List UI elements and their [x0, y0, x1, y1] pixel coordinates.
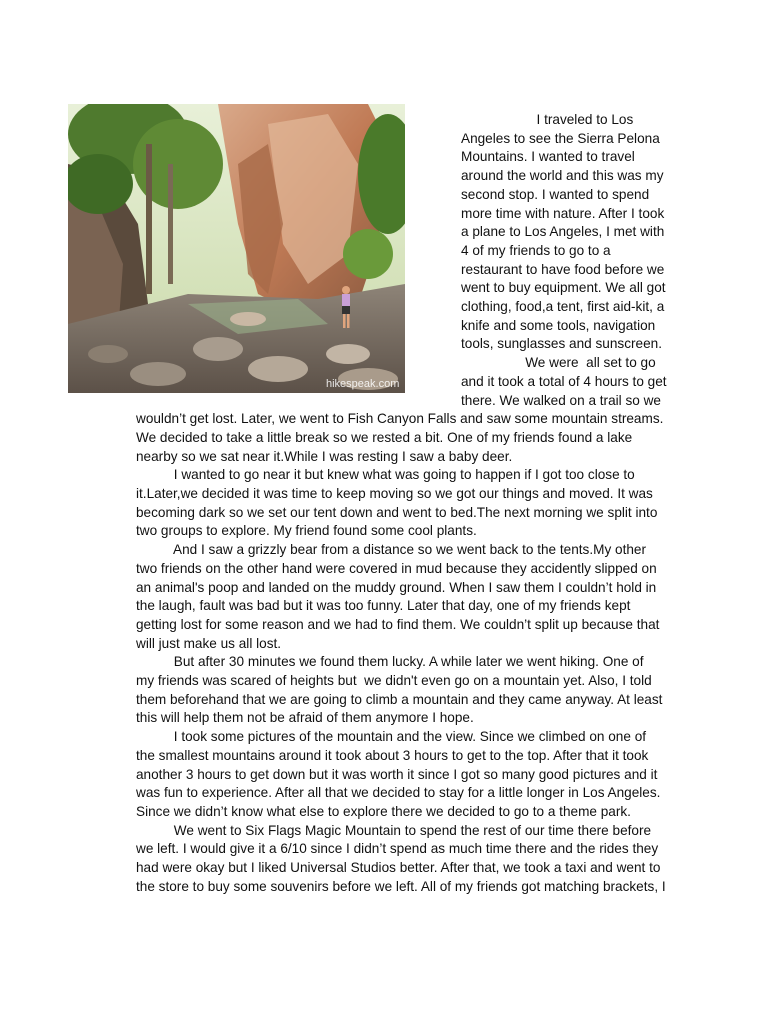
text-line: the laugh, fault was bad but it was too funny. Later that day, one of my friends kept: [136, 598, 631, 614]
text-line: we left. I would give it a 6/10 since I didn’t spend as much time there and the rides they: [136, 841, 659, 857]
text-line: nearby so we sat near it.While I was resting I saw a baby deer.: [136, 448, 513, 464]
text-line: went to buy equipment. We all got: [461, 280, 666, 296]
text-line: them beforehand that we are going to climb a mountain and they came anyway. At least: [136, 691, 663, 707]
text-line: the smallest mountains around it took about 3 hours to get to the top. After that it took: [136, 747, 649, 763]
text-line: Angeles to see the Sierra Pelona: [461, 130, 660, 146]
text-line: We decided to take a little break so we rested a bit. One of my friends found a lake: [136, 429, 633, 445]
text-line: I traveled to Los: [461, 112, 634, 127]
text-line: there. We walked on a trail so we: [461, 392, 661, 408]
text-line: and it took a total of 4 hours to get: [461, 373, 667, 389]
text-line: second stop. I wanted to spend: [461, 186, 650, 202]
text-line: Mountains. I wanted to travel: [461, 149, 635, 165]
text-line: more time with nature. After I took: [461, 205, 665, 221]
text-line: wouldn’t get lost. Later, we went to Fish Canyon Falls and saw some mountain streams.: [136, 411, 664, 427]
text-line: I took some pictures of the mountain and the view. Since we climbed on one of: [136, 729, 647, 745]
text-line: two friends on the other hand were covered in mud because they accidently slipped on: [136, 560, 657, 576]
text-line: getting lost for some reason and we had to find them. We couldn’t split up because that: [136, 616, 660, 632]
text-line: clothing, food,a tent, first aid-kit, a: [461, 299, 665, 314]
text-line: I wanted to go near it but knew what was going to happen if I got too close to: [136, 467, 635, 483]
text-line: tools, sunglasses and sunscreen.: [461, 336, 663, 352]
text-line: Since we didn’t know what else to explore there we decided to go to a theme park.: [136, 803, 631, 819]
text-line: an animal's poop and landed on the muddy ground. When I saw them I couldn’t hold in: [136, 579, 657, 595]
text-line: knife and some tools, navigation: [461, 317, 656, 333]
text-line: it.Later,we decided it was time to keep moving so we got our things and moved. It was: [136, 486, 653, 501]
text-line: But after 30 minutes we found them lucky. A while later we went hiking. One of: [136, 654, 644, 670]
canyon-photo-illustration: [68, 104, 405, 393]
text-line: We went to Six Flags Magic Mountain to spend the rest of our time there before: [136, 822, 652, 838]
text-line: my friends was scared of heights but we didn't even go on a mountain yet. Also, I told: [136, 673, 652, 688]
text-line: was fun to experience. After all that we decided to stay for a little longer in Los Angeles.: [136, 785, 661, 801]
photo-watermark: hikespeak.com: [326, 378, 400, 390]
text-line: 4 of my friends to go to a: [461, 242, 611, 258]
text-line: this will help them not be afraid of them anymore I hope.: [136, 710, 474, 726]
text-line: restaurant to have food before we: [461, 261, 665, 277]
text-line: a plane to Los Angeles, I met with: [461, 224, 665, 240]
text-line: We were all set to go: [461, 355, 656, 371]
text-line: the store to buy some souvenirs before we left. All of my friends got matching brackets, I: [136, 878, 666, 894]
hiking-photo: [68, 104, 405, 393]
text-line: another 3 hours to get down but it was worth it since I got so many good pictures and it: [136, 766, 658, 782]
text-line: And I saw a grizzly bear from a distance so we went back to the tents.My other: [136, 542, 646, 558]
text-line: becoming dark so we set our tent down and went to bed.The next morning we split into: [136, 504, 658, 520]
text-line: had were okay but I liked Universal Studios better. After that, we took a taxi and went to: [136, 860, 661, 875]
text-line: around the world and this was my: [461, 168, 664, 184]
text-line: two groups to explore. My friend found some cool plants.: [136, 523, 477, 539]
text-line: will just make us all lost.: [136, 635, 282, 651]
